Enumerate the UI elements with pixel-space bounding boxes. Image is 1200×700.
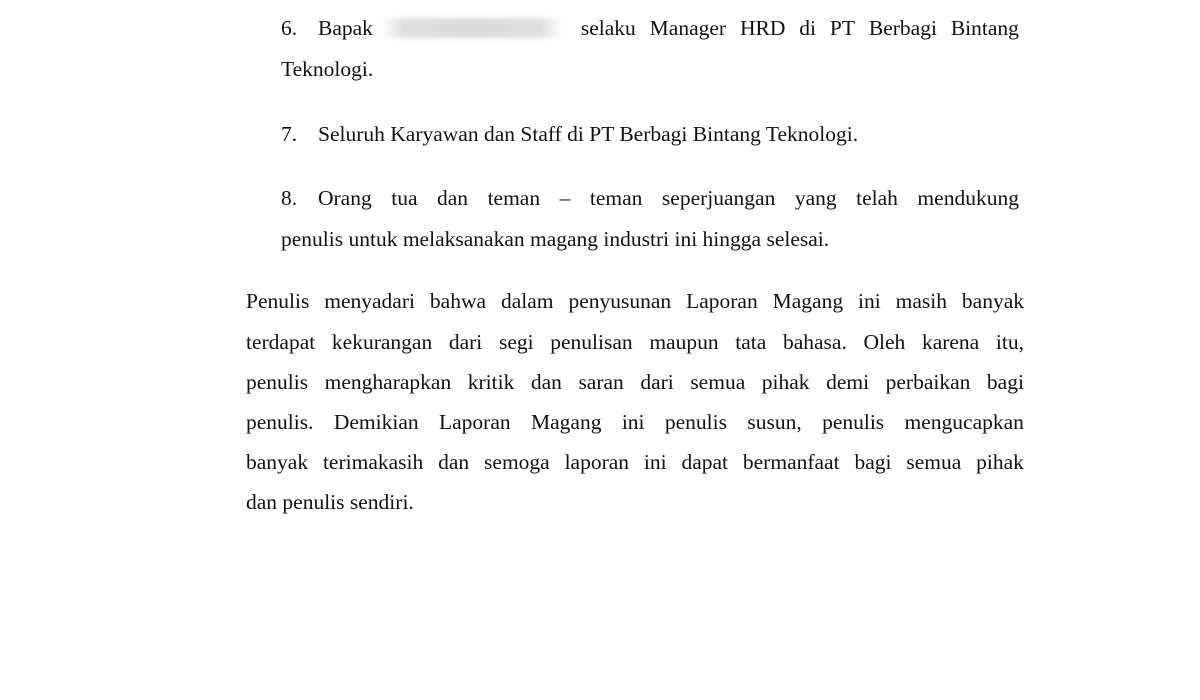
word: perbaikan [885, 370, 971, 394]
paragraph-last-line: dan penulis sendiri. [246, 490, 414, 514]
word: penyusunan [568, 289, 672, 313]
word: semoga [484, 450, 550, 474]
word: banyak [961, 289, 1024, 313]
word: dari [640, 370, 674, 394]
word: dari [448, 330, 483, 354]
word: yang [794, 186, 837, 210]
list-item-number: 8. [281, 186, 298, 210]
word: maupun [649, 330, 719, 354]
word: Laporan [439, 410, 511, 434]
word: pihak [761, 370, 810, 394]
word: mengharapkan [324, 370, 452, 394]
word: Bintang [950, 16, 1019, 40]
word: penulis [822, 410, 885, 434]
list-item-8-lead [281, 186, 372, 210]
word: semua [906, 450, 962, 474]
redacted-name [383, 18, 561, 38]
word: mendukung [917, 186, 1019, 210]
word: ini [858, 289, 881, 313]
list-item-number: 7. [281, 122, 298, 146]
word: segi [498, 330, 534, 354]
word: penulis. [246, 410, 314, 434]
list-item-7-line-1 [281, 122, 858, 146]
word: telah [856, 186, 898, 210]
word: itu, [995, 330, 1024, 354]
word: tata [735, 330, 767, 354]
word: dapat [681, 450, 729, 474]
word: semua [690, 370, 746, 394]
paragraph-line [246, 370, 1024, 394]
word: bermanfaat [742, 450, 840, 474]
word: dan [530, 370, 562, 394]
word: kekurangan [331, 330, 433, 354]
word: karena [921, 330, 980, 354]
word: Magang [531, 410, 602, 434]
paragraph-line [246, 410, 1024, 434]
word: teman [589, 186, 643, 210]
list-item-8-line-2: penulis untuk melaksanakan magang industri ini hingga selesai. [281, 227, 830, 251]
word: banyak [246, 450, 309, 474]
list-item-7-text: Seluruh Karyawan dan Staff di PT Berbagi Bintang Teknologi. [318, 122, 859, 146]
word: kritik [467, 370, 515, 394]
word: Laporan [686, 289, 758, 313]
word: penulis [664, 410, 727, 434]
word: bahwa [429, 289, 487, 313]
word: mengucapkan [904, 410, 1024, 434]
paragraph-line [246, 330, 1024, 354]
word: HRD [739, 16, 786, 40]
word: bahasa. [782, 330, 847, 354]
word: laporan [564, 450, 630, 474]
word: Magang [772, 289, 844, 313]
paragraph-line [246, 450, 1024, 474]
word: pihak [976, 450, 1024, 474]
word: ini [621, 410, 645, 434]
word: dan [438, 450, 470, 474]
word: ini [643, 450, 667, 474]
word: Manager [649, 16, 727, 40]
list-item-6-prefix: Bapak [318, 16, 373, 40]
word: dan [437, 186, 469, 210]
word: susun, [747, 410, 802, 434]
word: terdapat [246, 330, 316, 354]
paragraph-line [246, 289, 1024, 313]
word: menyadari [324, 289, 415, 313]
word: terimakasih [322, 450, 424, 474]
word: masih [895, 289, 947, 313]
word: saran [578, 370, 624, 394]
word: seperjuangan [661, 186, 776, 210]
word: penulis [246, 370, 309, 394]
word: demi [826, 370, 870, 394]
word: teman [487, 186, 541, 210]
word: di [799, 16, 816, 40]
list-item-8-line-1 [281, 186, 1019, 210]
word: selaku [580, 16, 636, 40]
word: Berbagi [868, 16, 937, 40]
list-item-6-lead [281, 16, 567, 40]
word: Oleh [863, 330, 906, 354]
word: Penulis [246, 289, 310, 313]
word: penulisan [550, 330, 633, 354]
word: Orang [318, 186, 372, 210]
word: bagi [986, 370, 1024, 394]
word: – [559, 186, 571, 210]
list-item-6-line-1 [281, 16, 1019, 40]
word: PT [829, 16, 855, 40]
word: dalam [500, 289, 554, 313]
list-item-6-line-2: Teknologi. [281, 57, 374, 81]
word: bagi [854, 450, 892, 474]
list-item-number: 6. [281, 16, 298, 40]
word: tua [391, 186, 418, 210]
word: Demikian [333, 410, 419, 434]
